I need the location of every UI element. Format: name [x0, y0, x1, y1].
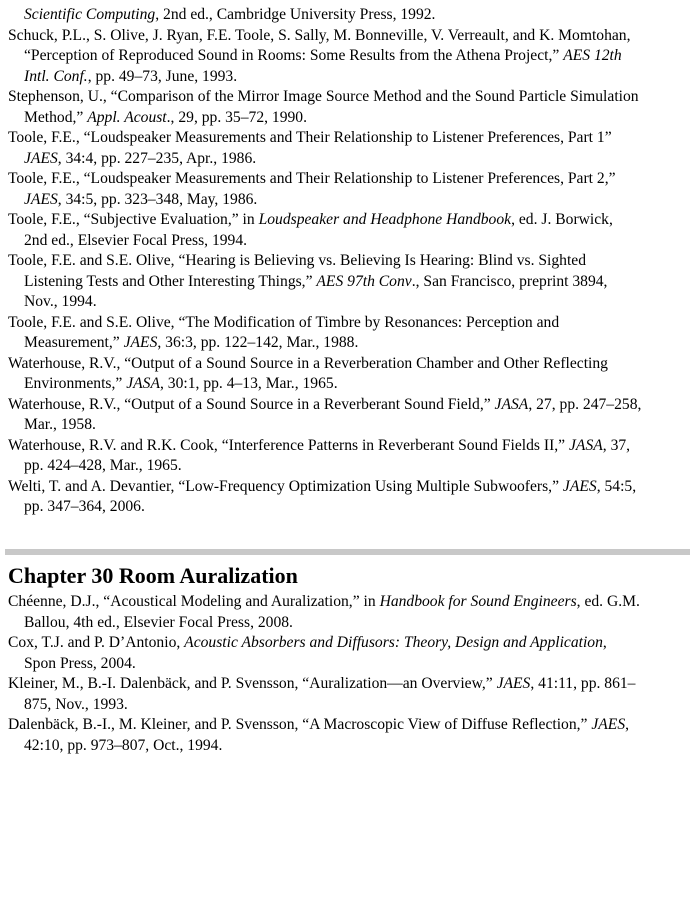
- chapter-heading: Chapter 30 Room Auralization: [8, 563, 298, 588]
- reference-line: [24, 736, 692, 757]
- reference-line: [8, 87, 692, 108]
- reference-text: “Perception of Reproduced Sound in Rooms: Some Results from the Athena Project,”: [24, 47, 564, 64]
- reference-line: [8, 436, 692, 457]
- reference-text: , 30:1, pp. 4–13, Mar., 1965.: [160, 375, 338, 392]
- reference-text: 875, Nov., 1993.: [24, 695, 128, 713]
- reference-text: Mar., 1958.: [24, 416, 96, 433]
- reference-text: Waterhouse, R.V. and R.K. Cook, “Interference Patterns in Reverberant Sound Fields II,”: [8, 436, 569, 454]
- reference-italic-text: Intl. Conf.: [24, 67, 88, 85]
- reference-text: Spon Press, 2004.: [24, 654, 136, 672]
- reference-text: ,: [602, 634, 607, 651]
- reference-italic-text: Scientific Computing: [24, 6, 156, 23]
- reference-line: [24, 613, 692, 634]
- reference-text: , ed. J. Borwick,: [511, 211, 613, 228]
- reference-entry: [8, 251, 692, 313]
- reference-entry: [8, 633, 692, 674]
- reference-italic-text: AES 12th: [563, 47, 622, 64]
- reference-italic-text: Loudspeaker and Headphone Handbook: [258, 211, 512, 228]
- reference-text: Toole, F.E., “Loudspeaker Measurements and Their Relationship to Listener Preferences, Part 2,”: [8, 170, 616, 187]
- reference-entry: [8, 715, 692, 756]
- reference-list-chapter-30: [8, 592, 692, 756]
- reference-text: Environments,”: [24, 375, 127, 392]
- reference-entry: [8, 592, 692, 633]
- reference-entry: [8, 477, 692, 518]
- reference-italic-text: Handbook for Sound Engineers: [379, 593, 577, 610]
- reference-line: [24, 292, 692, 313]
- reference-text: Chéenne, D.J., “Acoustical Modeling and Auralization,” in: [8, 593, 380, 610]
- reference-entry: [8, 436, 692, 477]
- reference-text: , 34:4, pp. 227–235, Apr., 1986.: [57, 149, 257, 167]
- reference-entry: [8, 5, 692, 26]
- reference-text: , 34:5, pp. 323–348, May, 1986.: [57, 190, 258, 208]
- reference-text: Kleiner, M., B.-I. Dalenbäck, and P. Svensson, “Auralization—an Overview,”: [8, 675, 497, 692]
- reference-text: Waterhouse, R.V., “Output of a Sound Source in a Reverberant Sound Field,”: [8, 395, 495, 413]
- reference-text: Welti, T. and A. Devantier, “Low-Frequency Optimization Using Multiple Subwoofers,”: [8, 477, 563, 495]
- reference-line: [8, 592, 692, 613]
- reference-entry: [8, 128, 692, 169]
- reference-text: , 36:3, pp. 122–142, Mar., 1988.: [157, 334, 359, 351]
- reference-line: [24, 5, 692, 26]
- reference-line: [24, 374, 692, 395]
- reference-list-chapter-29: [8, 5, 692, 518]
- reference-italic-text: JASA: [494, 395, 529, 413]
- reference-line: [24, 654, 692, 675]
- reference-line: [24, 456, 692, 477]
- reference-italic-text: JAES: [591, 716, 626, 733]
- reference-line: [24, 415, 692, 436]
- reference-text: Toole, F.E. and S.E. Olive, “Hearing is Believing vs. Believing Is Hearing: Blind vs. Sighted: [8, 252, 587, 269]
- reference-line: [8, 477, 692, 498]
- reference-line: [8, 633, 692, 654]
- reference-text: pp. 347–364, 2006.: [24, 498, 145, 515]
- reference-text: ., San Francisco, preprint 3894,: [411, 272, 608, 290]
- reference-text: Toole, F.E. and S.E. Olive, “The Modification of Timbre by Resonances: Perception and: [8, 313, 560, 331]
- reference-text: , 37,: [602, 436, 631, 454]
- reference-text: Method,”: [24, 108, 88, 126]
- reference-text: Ballou, 4th ed., Elsevier Focal Press, 2008.: [24, 613, 293, 631]
- reference-text: , 27, pp. 247–258,: [528, 395, 642, 413]
- reference-text: Toole, F.E., “Loudspeaker Measurements and Their Relationship to Listener Preferences, Part 1”: [8, 129, 612, 146]
- reference-text: 42:10, pp. 973–807, Oct., 1994.: [24, 736, 223, 754]
- reference-line: [8, 169, 692, 190]
- reference-entry: [8, 87, 692, 128]
- section-divider: [5, 549, 690, 555]
- reference-text: , 2nd ed., Cambridge University Press, 1992.: [155, 6, 436, 23]
- reference-line: [24, 149, 692, 170]
- reference-line: [8, 715, 692, 736]
- reference-italic-text: JAES: [123, 334, 158, 351]
- reference-text: Dalenbäck, B.-I., M. Kleiner, and P. Svensson, “A Macroscopic View of Diffuse Reflection,”: [8, 716, 592, 733]
- reference-text: Schuck, P.L., S. Olive, J. Ryan, F.E. Toole, S. Sally, M. Bonneville, V. Verreault, and K. Momtohan,: [8, 26, 631, 44]
- reference-line: [8, 251, 692, 272]
- reference-text: Cox, T.J. and P. D’Antonio,: [8, 634, 185, 651]
- reference-line: [24, 190, 692, 211]
- reference-text: ,: [625, 716, 630, 733]
- reference-line: [8, 128, 692, 149]
- reference-text: , ed. G.M.: [576, 593, 640, 610]
- reference-line: [8, 26, 692, 47]
- reference-entry: [8, 169, 692, 210]
- reference-text: , pp. 49–73, June, 1993.: [87, 67, 238, 85]
- reference-line: [8, 395, 692, 416]
- reference-line: [8, 674, 692, 695]
- reference-text: Measurement,”: [24, 334, 124, 351]
- reference-line: [24, 108, 692, 129]
- reference-italic-text: JASA: [126, 375, 160, 392]
- reference-line: [24, 231, 692, 252]
- reference-italic-text: JAES: [24, 190, 58, 208]
- reference-line: [24, 695, 692, 716]
- reference-line: [24, 67, 692, 88]
- reference-italic-text: JAES: [496, 675, 531, 692]
- reference-line: [24, 497, 692, 518]
- reference-text: Toole, F.E., “Subjective Evaluation,” in: [8, 211, 259, 228]
- reference-line: [8, 210, 692, 231]
- reference-italic-text: Acoustic Absorbers and Diffusors: Theory, Design and Application: [184, 634, 603, 651]
- reference-italic-text: JAES: [562, 477, 597, 495]
- reference-italic-text: AES 97th Conv: [316, 272, 412, 290]
- reference-line: [8, 354, 692, 375]
- reference-italic-text: Appl. Acoust: [87, 108, 167, 126]
- reference-entry: [8, 354, 692, 395]
- reference-entry: [8, 674, 692, 715]
- reference-text: Nov., 1994.: [24, 293, 97, 310]
- reference-entry: [8, 210, 692, 251]
- reference-text: Listening Tests and Other Interesting Things,”: [24, 272, 317, 290]
- reference-text: , 41:11, pp. 861–: [530, 675, 636, 692]
- reference-text: ., 29, pp. 35–72, 1990.: [166, 108, 307, 126]
- reference-entry: [8, 26, 692, 88]
- reference-text: 2nd ed., Elsevier Focal Press, 1994.: [24, 231, 248, 249]
- reference-text: pp. 424–428, Mar., 1965.: [24, 457, 182, 474]
- reference-italic-text: JAES: [24, 149, 58, 167]
- reference-line: [8, 313, 692, 334]
- reference-text: , 54:5,: [596, 477, 637, 495]
- reference-entry: [8, 395, 692, 436]
- reference-entry: [8, 313, 692, 354]
- reference-text: Waterhouse, R.V., “Output of a Sound Source in a Reverberation Chamber and Other Reflecting: [8, 354, 608, 372]
- reference-text: Stephenson, U., “Comparison of the Mirror Image Source Method and the Sound Particle Simulation: [8, 88, 639, 105]
- reference-line: [24, 272, 692, 293]
- reference-line: [24, 333, 692, 354]
- reference-line: [24, 46, 692, 67]
- reference-italic-text: JASA: [569, 436, 603, 454]
